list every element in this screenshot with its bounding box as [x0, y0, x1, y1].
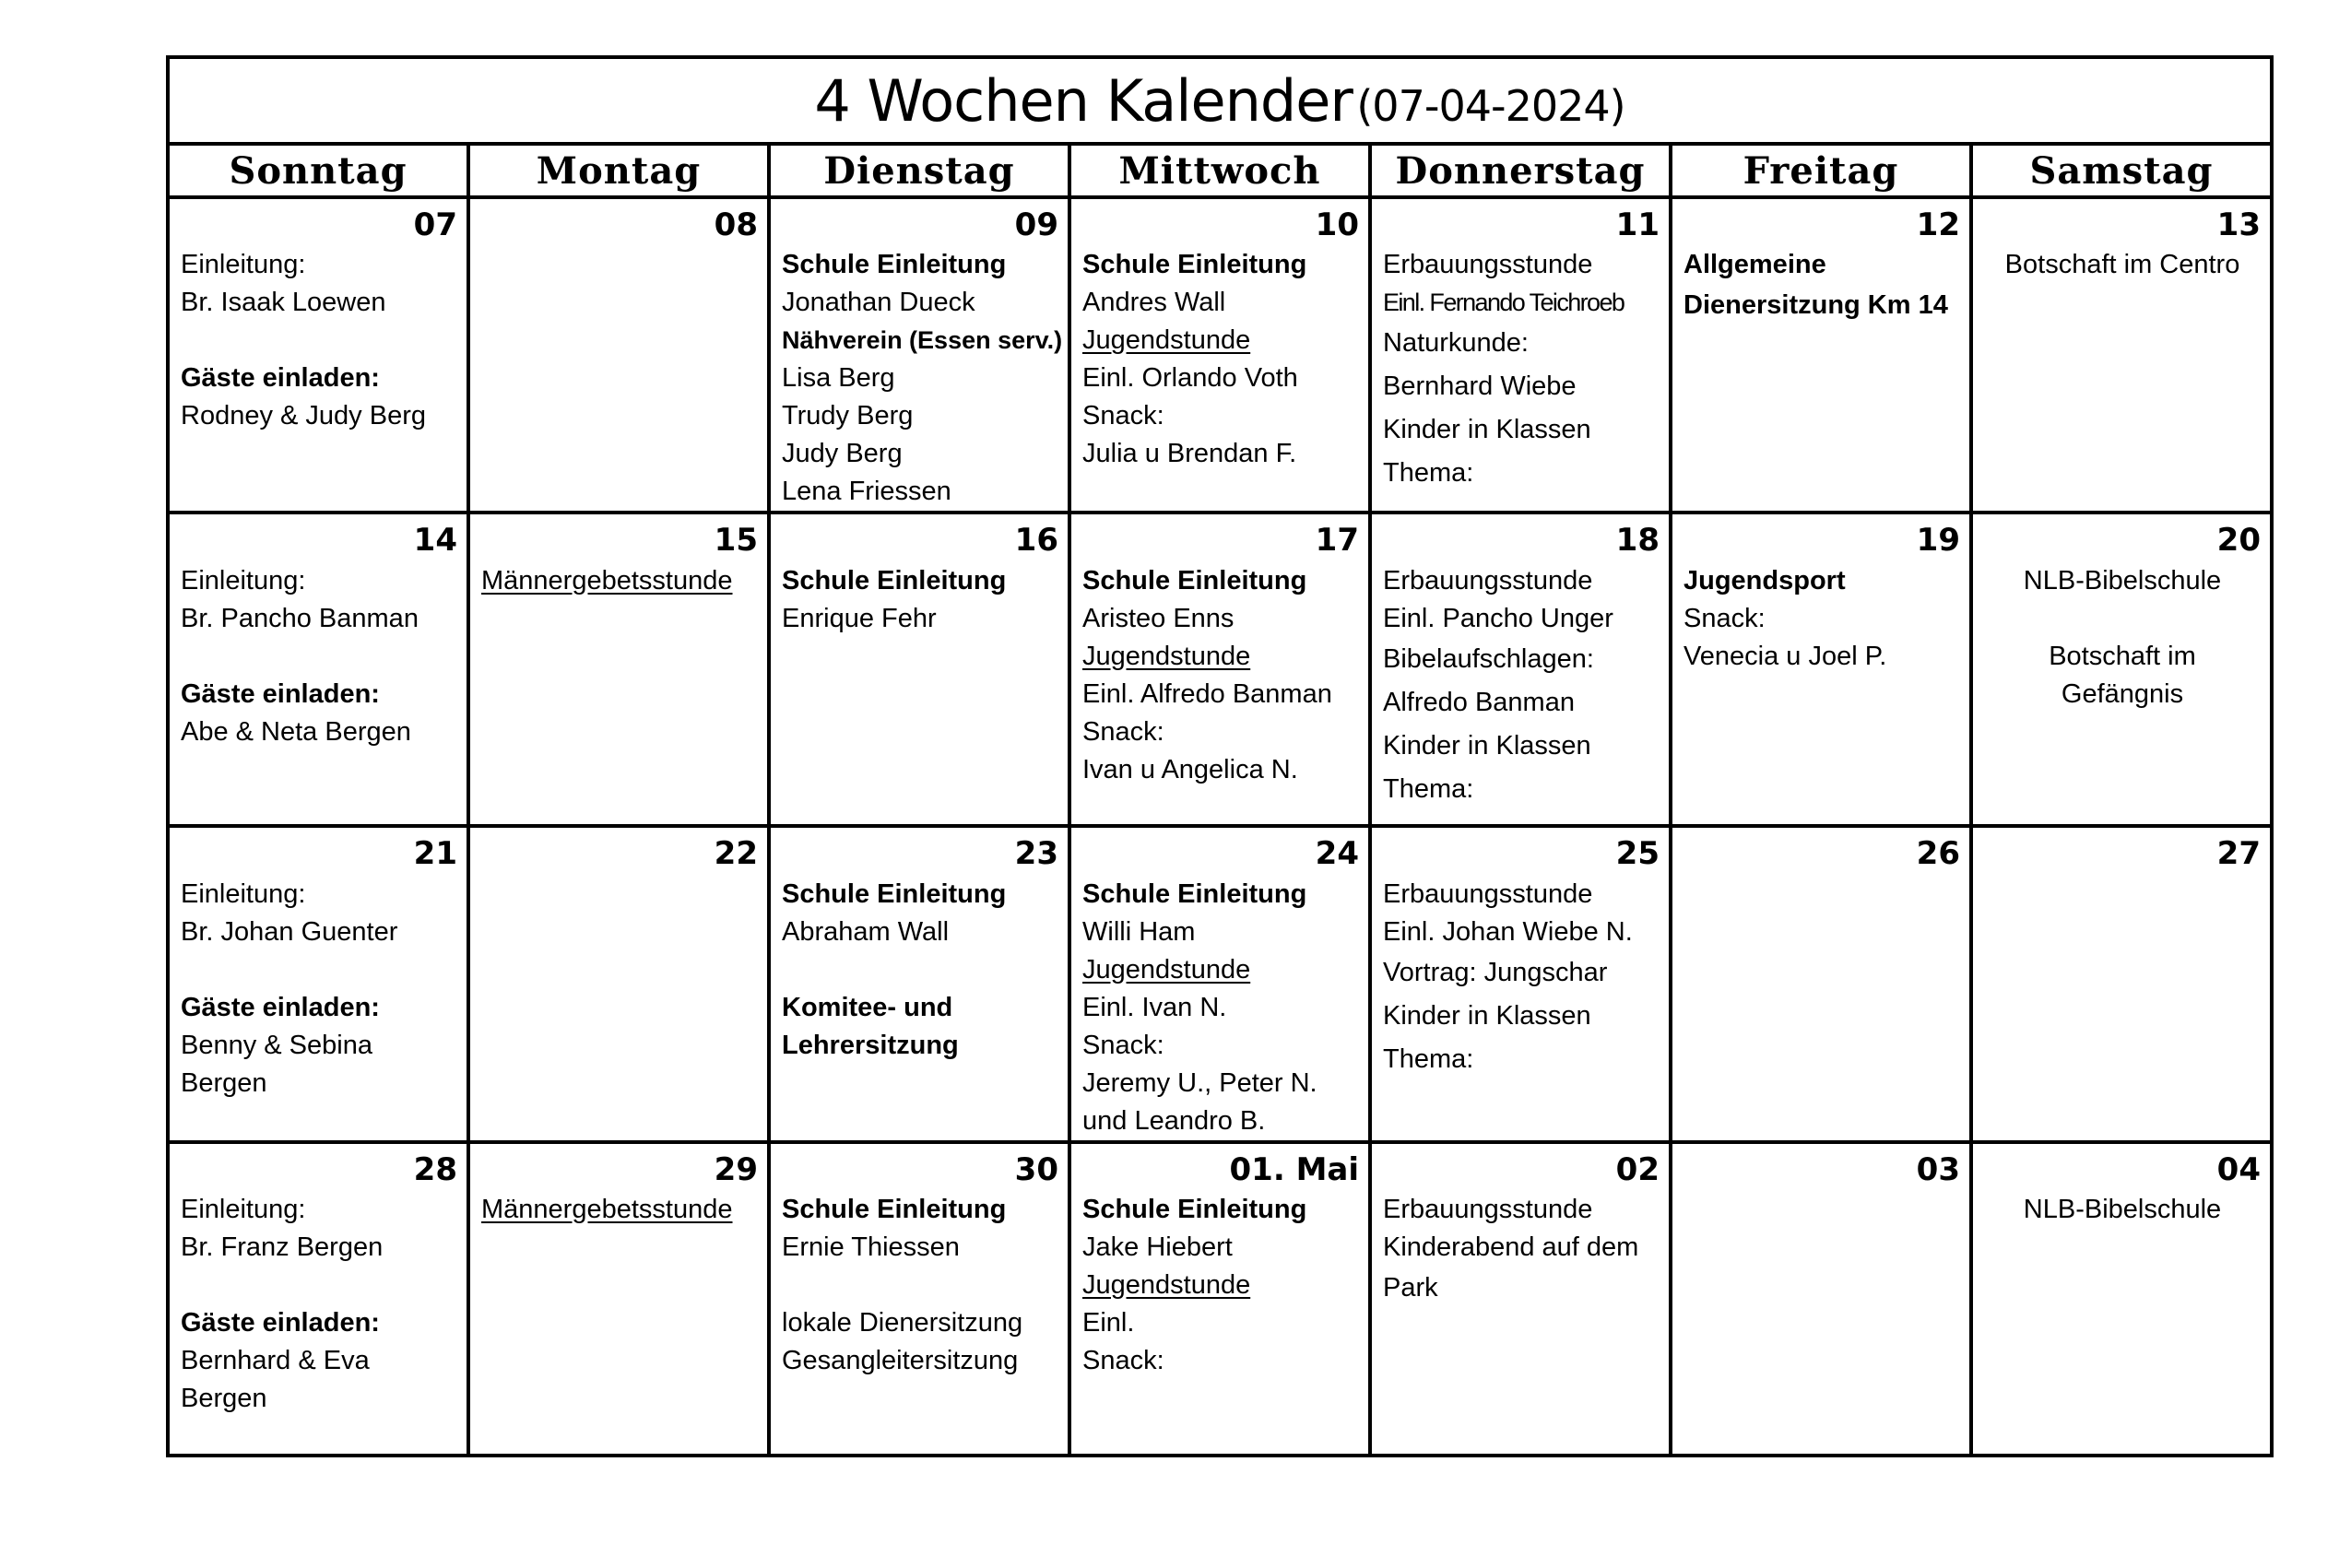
- weekday-header-freitag: Freitag: [1671, 144, 1971, 197]
- day-number: 17: [1315, 522, 1359, 560]
- day-cell: [1069, 1142, 1370, 1456]
- event-line: Bibelaufschlagen:: [1383, 643, 1594, 674]
- event-line: Schule Einleitung: [782, 250, 1007, 280]
- day-cell: [1069, 513, 1370, 826]
- title-main: 4 Wochen Kalender: [814, 66, 1353, 135]
- event-line: Bernhard & Eva: [181, 1346, 370, 1376]
- day-number: 15: [714, 522, 758, 560]
- day-cell: [168, 197, 468, 513]
- event-lines: [1973, 872, 2270, 876]
- event-lines: [170, 559, 467, 751]
- event-line: Gäste einladen:: [181, 992, 380, 1022]
- event-line: Schule Einleitung: [1082, 1195, 1307, 1225]
- event-lines: [170, 1187, 467, 1418]
- day-cell: [769, 197, 1069, 513]
- event-line: Snack:: [1082, 716, 1164, 747]
- event-line: Männergebetsstunde: [481, 1195, 733, 1225]
- event-line: Jeremy U., Peter N.: [1082, 1067, 1317, 1098]
- event-line: [782, 951, 1058, 989]
- event-line: Einl. Johan Wiebe N.: [1383, 916, 1633, 947]
- day-number: 28: [413, 1150, 457, 1188]
- weekday-header-montag: Montag: [468, 144, 769, 197]
- event-line: Lehrersitzung: [782, 1030, 959, 1060]
- event-line: Br. Johan Guenter: [181, 916, 398, 947]
- event-line: Jugendsport: [1684, 565, 1846, 595]
- event-lines: [470, 872, 767, 876]
- event-line: Einleitung:: [181, 565, 306, 595]
- day-cell: [1971, 826, 2272, 1141]
- event-line: Lena Friessen: [782, 477, 951, 507]
- event-line: Kinderabend auf dem: [1383, 1232, 1639, 1263]
- event-line: Thema:: [1383, 773, 1474, 804]
- event-line: Willi Ham: [1082, 916, 1196, 947]
- event-line: Gefängnis: [2061, 678, 2184, 709]
- event-line: Gesangleitersitzung: [782, 1346, 1019, 1376]
- event-line: Vortrag: Jungschar: [1383, 957, 1608, 987]
- event-line: Kinder in Klassen: [1383, 730, 1591, 760]
- event-line: Allgemeine: [1684, 250, 1826, 280]
- event-line: Jugendstunde: [1082, 1270, 1251, 1301]
- event-line: Schule Einleitung: [1082, 565, 1307, 595]
- event-line: NLB-Bibelschule: [2023, 1195, 2222, 1225]
- event-line: Nähverein (Essen serv.): [782, 326, 1063, 355]
- day-cell: [1971, 1142, 2272, 1456]
- event-line: Snack:: [1082, 1030, 1164, 1060]
- calendar-table: [166, 55, 2274, 1457]
- day-cell: [769, 826, 1069, 1141]
- event-line: [181, 951, 457, 989]
- day-cell: [1671, 1142, 1971, 1456]
- weekday-header-dienstag: Dienstag: [769, 144, 1069, 197]
- weekday-header-row: [168, 144, 2272, 197]
- day-number: 26: [1916, 835, 1960, 873]
- event-line: Komitee- und: [782, 992, 953, 1022]
- event-lines: [1372, 872, 1669, 1081]
- event-line: Einleitung:: [181, 250, 306, 280]
- event-line: Einl. Orlando Voth: [1082, 363, 1298, 394]
- event-lines: [1672, 559, 1969, 676]
- weekday-header-samstag: Samstag: [1971, 144, 2272, 197]
- event-lines: [771, 872, 1068, 1065]
- day-cell: [1370, 826, 1671, 1141]
- event-line: Botschaft im Centro: [2004, 250, 2240, 280]
- event-line: Erbauungsstunde: [1383, 1195, 1593, 1225]
- event-line: Julia u Brendan F.: [1082, 439, 1297, 469]
- day-cell: [1370, 513, 1671, 826]
- event-line: Lisa Berg: [782, 363, 895, 394]
- event-line: Thema:: [1383, 1043, 1474, 1074]
- event-line: Snack:: [1082, 401, 1164, 431]
- day-number: 30: [1014, 1150, 1058, 1188]
- day-number: 12: [1916, 206, 1960, 243]
- day-number: 23: [1014, 835, 1058, 873]
- event-line: Einleitung:: [181, 878, 306, 909]
- day-number: 19: [1916, 522, 1960, 560]
- event-line: Snack:: [1082, 1346, 1164, 1376]
- day-cell: [1370, 1142, 1671, 1456]
- event-line: Abraham Wall: [782, 916, 950, 947]
- day-number: 13: [2216, 206, 2261, 243]
- event-lines: [1071, 559, 1368, 789]
- day-number: 03: [1916, 1150, 1960, 1188]
- event-line: Einl. Ivan N.: [1082, 992, 1227, 1022]
- event-line: Bergen: [181, 1384, 267, 1414]
- event-line: Einl.: [1082, 1308, 1135, 1338]
- event-line: Venecia u Joel P.: [1684, 641, 1887, 671]
- event-line: Schule Einleitung: [782, 878, 1007, 909]
- event-line: Gäste einladen:: [181, 1308, 380, 1338]
- event-line: Schule Einleitung: [1082, 250, 1307, 280]
- event-line: lokale Dienersitzung: [782, 1308, 1023, 1338]
- day-number: 29: [714, 1150, 758, 1188]
- week-row: [168, 513, 2272, 826]
- week-row: [168, 1142, 2272, 1456]
- day-cell: [769, 1142, 1069, 1456]
- day-number: 01. Mai: [1229, 1150, 1359, 1188]
- event-line: Einl. Alfredo Banman: [1082, 678, 1332, 709]
- event-line: Männergebetsstunde: [481, 565, 733, 595]
- event-line: Br. Pancho Banman: [181, 603, 419, 633]
- event-lines: [1973, 1187, 2270, 1229]
- event-lines: [470, 1187, 767, 1229]
- day-cell: [1671, 513, 1971, 826]
- day-number: 16: [1014, 522, 1058, 560]
- day-number: 24: [1315, 835, 1359, 873]
- day-number: 08: [714, 206, 758, 243]
- event-line: Benny & Sebina: [181, 1030, 372, 1060]
- day-cell: [168, 1142, 468, 1456]
- event-line: Erbauungsstunde: [1383, 250, 1593, 280]
- event-line: Schule Einleitung: [782, 1195, 1007, 1225]
- day-number: 18: [1615, 522, 1660, 560]
- weeks-body: [168, 197, 2272, 1456]
- event-line: Dienersitzung Km 14: [1684, 290, 1948, 321]
- event-line: Erbauungsstunde: [1383, 878, 1593, 909]
- day-cell: [1069, 826, 1370, 1141]
- day-cell: [168, 513, 468, 826]
- day-cell: [769, 513, 1069, 826]
- event-lines: [470, 559, 767, 600]
- day-number: 09: [1014, 206, 1058, 243]
- event-line: Enrique Fehr: [782, 603, 937, 633]
- event-lines: [1071, 242, 1368, 473]
- day-cell: [468, 513, 769, 826]
- event-line: Bernhard Wiebe: [1383, 371, 1577, 402]
- day-cell: [468, 1142, 769, 1456]
- event-line: Botschaft im: [2049, 641, 2196, 671]
- event-line: Rodney & Judy Berg: [181, 401, 426, 431]
- event-line: Judy Berg: [782, 439, 903, 469]
- day-cell: [1671, 197, 1971, 513]
- event-line: Br. Isaak Loewen: [181, 288, 386, 318]
- day-number: 27: [2216, 835, 2261, 873]
- day-number: 22: [714, 835, 758, 873]
- week-row: [168, 826, 2272, 1141]
- calendar-title: [168, 57, 2272, 144]
- event-line: Andres Wall: [1082, 288, 1226, 318]
- event-line: Bergen: [181, 1067, 267, 1098]
- event-line: Abe & Neta Bergen: [181, 716, 411, 747]
- event-line: Schule Einleitung: [782, 565, 1007, 595]
- event-line: Jugendstunde: [1082, 325, 1251, 356]
- day-number: 02: [1615, 1150, 1660, 1188]
- event-line: Einl. Fernando Teichroeb: [1383, 289, 1624, 317]
- day-number: 21: [413, 835, 457, 873]
- event-line: Br. Franz Bergen: [181, 1232, 384, 1263]
- weekday-header-sonntag: Sonntag: [168, 144, 468, 197]
- day-cell: [1971, 513, 2272, 826]
- day-number: 25: [1615, 835, 1660, 873]
- event-line: Einleitung:: [181, 1195, 306, 1225]
- event-line: Ivan u Angelica N.: [1082, 754, 1298, 784]
- event-line: Jonathan Dueck: [782, 288, 975, 318]
- event-line: Ernie Thiessen: [782, 1232, 960, 1263]
- event-line: [782, 1267, 1058, 1304]
- event-line: Snack:: [1684, 603, 1766, 633]
- event-lines: [1973, 242, 2270, 284]
- event-lines: [1672, 242, 1969, 327]
- day-cell: [1971, 197, 2272, 513]
- event-line: [181, 322, 457, 360]
- day-number: 10: [1315, 206, 1359, 243]
- event-line: Gäste einladen:: [181, 678, 380, 709]
- weekday-header-donnerstag: Donnerstag: [1370, 144, 1671, 197]
- event-lines: [771, 242, 1068, 511]
- event-line: und Leandro B.: [1082, 1105, 1266, 1136]
- event-lines: [1071, 1187, 1368, 1380]
- event-line: [181, 638, 457, 676]
- event-line: Jake Hiebert: [1082, 1232, 1233, 1263]
- event-line: Trudy Berg: [782, 401, 914, 431]
- event-line: Jugendstunde: [1082, 641, 1251, 671]
- event-line: NLB-Bibelschule: [2023, 565, 2222, 595]
- event-lines: [170, 242, 467, 435]
- title-date: (07-04-2024): [1356, 80, 1625, 131]
- event-lines: [1372, 1187, 1669, 1310]
- event-line: Thema:: [1383, 458, 1474, 489]
- day-cell: [168, 826, 468, 1141]
- event-line: Park: [1383, 1273, 1438, 1303]
- event-line: [181, 1267, 457, 1304]
- day-cell: [468, 826, 769, 1141]
- event-lines: [1973, 559, 2270, 713]
- event-line: Aristeo Enns: [1082, 603, 1235, 633]
- day-cell: [468, 197, 769, 513]
- week-row: [168, 197, 2272, 513]
- day-number: 04: [2216, 1150, 2261, 1188]
- event-line: [1984, 600, 2261, 638]
- day-number: 11: [1615, 206, 1660, 243]
- event-line: Kinder in Klassen: [1383, 415, 1591, 445]
- day-number: 20: [2216, 522, 2261, 560]
- event-line: Einl. Pancho Unger: [1383, 603, 1613, 633]
- day-number: 07: [413, 206, 457, 243]
- event-lines: [771, 1187, 1068, 1380]
- day-cell: [1069, 197, 1370, 513]
- event-lines: [1372, 559, 1669, 811]
- event-line: Naturkunde:: [1383, 328, 1529, 359]
- day-cell: [1671, 826, 1971, 1141]
- event-line: Erbauungsstunde: [1383, 565, 1593, 595]
- event-line: Schule Einleitung: [1082, 878, 1307, 909]
- weekday-header-mittwoch: Mittwoch: [1069, 144, 1370, 197]
- event-lines: [1071, 872, 1368, 1140]
- event-lines: [170, 872, 467, 1102]
- event-lines: [771, 559, 1068, 638]
- event-lines: [1672, 872, 1969, 876]
- day-number: 14: [413, 522, 457, 560]
- day-cell: [1370, 197, 1671, 513]
- event-line: Kinder in Klassen: [1383, 1000, 1591, 1031]
- event-line: Gäste einladen:: [181, 363, 380, 394]
- event-lines: [1372, 242, 1669, 495]
- event-line: Alfredo Banman: [1383, 687, 1575, 717]
- event-line: Jugendstunde: [1082, 954, 1251, 984]
